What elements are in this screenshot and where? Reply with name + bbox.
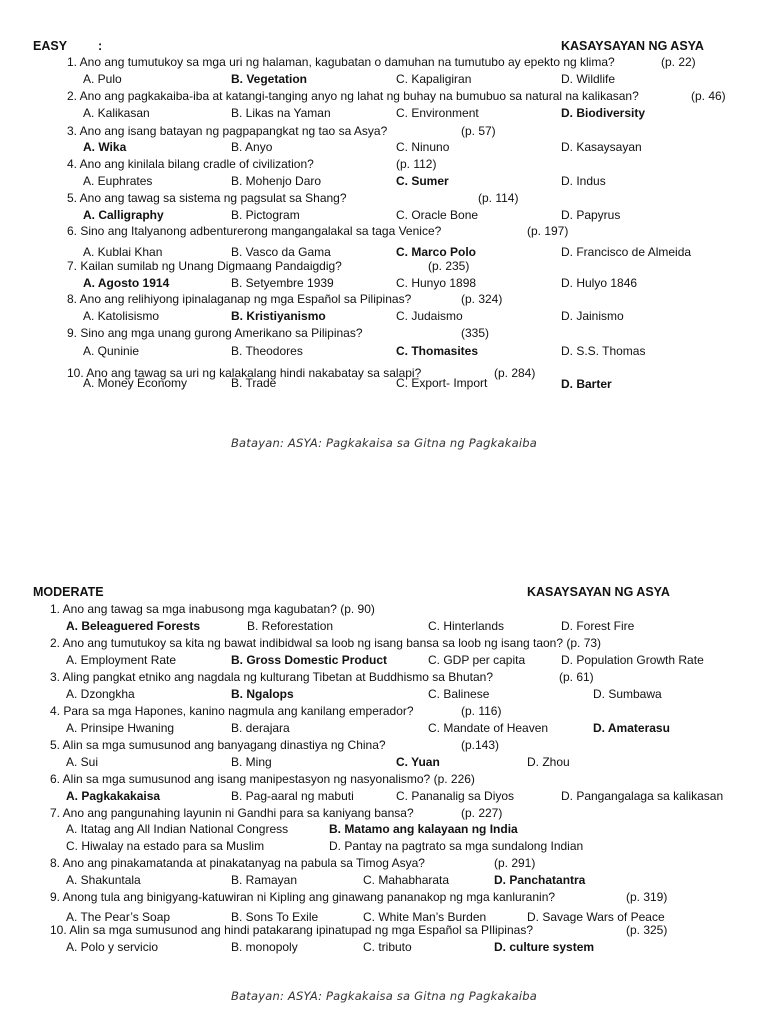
choice-c: C. Hiwalay na estado para sa Muslim bbox=[66, 839, 265, 853]
question-text: 9. Sino ang mga unang gurong Amerikano sa Pilipinas? bbox=[67, 326, 363, 340]
choice-a: A. Money Economy bbox=[83, 376, 188, 390]
question-text: 9. Anong tula ang binigyang-katuwiran ni Kipling ang ginawang pananakop ng mga kanluranin? bbox=[50, 890, 556, 904]
choice-c: C. Hunyo 1898 bbox=[396, 276, 477, 290]
choice-c: C. Environment bbox=[396, 106, 479, 120]
choice-c: C. White Man’s Burden bbox=[363, 910, 487, 924]
question-text: 2. Ano ang pagkakaiba-iba at katangi-tanging anyo ng lahat ng buhay na bumubuo sa natural na kalikasan? bbox=[67, 89, 639, 103]
choice-b: B. monopoly bbox=[231, 940, 298, 954]
choice-a-answer: A. Agosto 1914 bbox=[83, 276, 170, 290]
choice-c: C. Balinese bbox=[428, 687, 490, 701]
choice-c-answer: C. Thomasites bbox=[396, 344, 479, 358]
question-text: 8. Ano ang relihiyong ipinalaganap ng mga Español sa Pilipinas? bbox=[67, 292, 412, 306]
reference-footer: Batayan: ASYA: Pagkakaisa sa Gitna ng Pagkakaiba bbox=[230, 436, 538, 450]
page-reference: (p.143) bbox=[461, 738, 500, 752]
choice-c: C. Pananalig sa Diyos bbox=[396, 789, 515, 803]
choice-b: B. Sons To Exile bbox=[231, 910, 319, 924]
question-text: 1. Ano ang tumutukoy sa mga uri ng halaman, kagubatan o damuhan na tumutubo ay epekto ng klima? bbox=[67, 55, 615, 69]
choice-c: C. Kapaligiran bbox=[396, 72, 472, 86]
choice-d: D. Zhou bbox=[527, 755, 570, 769]
question-text: 5. Ano ang tawag sa sistema ng pagsulat sa Shang? bbox=[67, 191, 347, 205]
page-reference: (p. 116) bbox=[461, 704, 502, 718]
question-text: 6. Sino ang Italyanong adbenturerong mangangalakal sa taga Venice? bbox=[67, 224, 442, 238]
page-reference: (p. 61) bbox=[559, 670, 594, 684]
section-label: EASY bbox=[33, 39, 68, 53]
choice-b-answer: B. Ngalops bbox=[231, 687, 294, 701]
page-reference: (p. 227) bbox=[461, 806, 503, 820]
choice-c: C. Oracle Bone bbox=[396, 208, 479, 222]
choice-a: A. Katolisismo bbox=[83, 309, 160, 323]
page-reference: (p. 46) bbox=[691, 89, 726, 103]
choice-d-answer: D. Biodiversity bbox=[561, 106, 646, 120]
choice-c: C. Judaismo bbox=[396, 309, 463, 323]
choice-c: C. Ninuno bbox=[396, 140, 450, 154]
subject-heading: KASAYSAYAN NG ASYA bbox=[527, 585, 670, 599]
question-text: 3. Aling pangkat etniko ang nagdala ng kulturang Tibetan at Buddhismo sa Bhutan? bbox=[50, 670, 493, 684]
choice-d: D. Wildlife bbox=[561, 72, 616, 86]
choice-c: C. Export- Import bbox=[396, 376, 488, 390]
section-label: MODERATE bbox=[33, 585, 104, 599]
page-reference: (p. 324) bbox=[461, 292, 503, 306]
choice-a: A. Itatag ang All Indian National Congress bbox=[66, 822, 289, 836]
page-reference: (p. 291) bbox=[494, 856, 536, 870]
choice-a-answer: A. Beleaguered Forests bbox=[66, 619, 201, 633]
question-text: 4. Ano ang kinilala bilang cradle of civilization? bbox=[67, 157, 314, 171]
page-reference: (335) bbox=[461, 326, 490, 340]
choice-d: D. Pangangalaga sa kalikasan bbox=[561, 789, 724, 803]
choice-b: B. Setyembre 1939 bbox=[231, 276, 334, 290]
choice-a: A. The Pear’s Soap bbox=[66, 910, 171, 924]
choice-b: B. Anyo bbox=[231, 140, 273, 154]
choice-d: D. Papyrus bbox=[561, 208, 621, 222]
subject-heading: KASAYSAYAN NG ASYA bbox=[561, 39, 704, 53]
choice-b: B. Theodores bbox=[231, 344, 303, 358]
question-text: 7. Kailan sumilab ng Unang Digmaang Pandaigdig? bbox=[67, 259, 342, 273]
choice-b: B. Pictogram bbox=[231, 208, 300, 222]
choice-a: A. Quninie bbox=[83, 344, 140, 358]
choice-c: C. GDP per capita bbox=[428, 653, 526, 667]
choice-b-answer: B. Gross Domestic Product bbox=[231, 653, 388, 667]
section-colon: : bbox=[98, 39, 103, 53]
choice-d: D. Hulyo 1846 bbox=[561, 276, 638, 290]
choice-c-answer: C. Sumer bbox=[396, 174, 449, 188]
choice-b: B. derajara bbox=[231, 721, 290, 735]
choice-b: B. Reforestation bbox=[247, 619, 334, 633]
choice-b: B. Vasco da Gama bbox=[231, 245, 331, 259]
choice-d: D. Indus bbox=[561, 174, 606, 188]
choice-a: A. Pulo bbox=[83, 72, 122, 86]
choice-d: D. Savage Wars of Peace bbox=[527, 910, 665, 924]
choice-a: A. Employment Rate bbox=[66, 653, 177, 667]
choice-d: D. Kasaysayan bbox=[561, 140, 642, 154]
choice-a: A. Shakuntala bbox=[66, 873, 141, 887]
choice-c-answer: C. Marco Polo bbox=[396, 245, 477, 259]
page-reference: (p. 22) bbox=[661, 55, 696, 69]
choice-d: D. Pantay na pagtrato sa mga sundalong Indian bbox=[329, 839, 584, 853]
page-reference: (p. 325) bbox=[626, 923, 668, 937]
choice-d: D. Population Growth Rate bbox=[561, 653, 704, 667]
choice-a: A. Sui bbox=[66, 755, 99, 769]
choice-b: B. Ming bbox=[231, 755, 272, 769]
choice-a: A. Kublai Khan bbox=[83, 245, 163, 259]
reference-footer: Batayan: ASYA: Pagkakaisa sa Gitna ng Pagkakaiba bbox=[230, 989, 538, 1003]
choice-b: B. Ramayan bbox=[231, 873, 298, 887]
choice-a: A. Euphrates bbox=[83, 174, 153, 188]
page-reference: (p. 112) bbox=[396, 157, 437, 171]
page-reference: (p. 114) bbox=[478, 191, 519, 205]
choice-b-answer: B. Vegetation bbox=[231, 72, 308, 86]
question-text: 10. Ano ang tawag sa uri ng kalakalang hindi nakabatay sa salapi? bbox=[67, 366, 422, 380]
question-text: 3. Ano ang isang batayan ng pagpapangkat ng tao sa Asya? bbox=[67, 124, 388, 138]
choice-a: A. Kalikasan bbox=[83, 106, 150, 120]
question-text: 7. Ano ang pangunahing layunin ni Gandhi para sa kaniyang bansa? bbox=[50, 806, 414, 820]
choice-a: A. Prinsipe Hwaning bbox=[66, 721, 175, 735]
choice-d: D. Sumbawa bbox=[593, 687, 662, 701]
choice-c-answer: C. Yuan bbox=[396, 755, 440, 769]
choice-c: C. Mahabharata bbox=[363, 873, 450, 887]
choice-d: D. S.S. Thomas bbox=[561, 344, 646, 358]
question-text: 5. Alin sa mga sumusunod ang banyagang dinastiya ng China? bbox=[50, 738, 386, 752]
choice-b-answer: B. Matamo ang kalayaan ng India bbox=[329, 822, 518, 836]
choice-a-answer: A. Pagkakakaisa bbox=[66, 789, 161, 803]
question-text: 4. Para sa mga Hapones, kanino nagmula ang kanilang emperador? bbox=[50, 704, 414, 718]
choice-d-answer: D. Amaterasu bbox=[593, 721, 670, 735]
page-reference: (p. 235) bbox=[428, 259, 470, 273]
page-reference: (p. 319) bbox=[626, 890, 668, 904]
question-text: 2. Ano ang tumutukoy sa kita ng bawat indibidwal sa loob ng isang bansa sa loob ng isang taon? (p. 73) bbox=[50, 636, 602, 650]
choice-c: C. Hinterlands bbox=[428, 619, 505, 633]
question-text: 1. Ano ang tawag sa mga inabusong mga kagubatan? (p. 90) bbox=[50, 602, 375, 616]
choice-d: D. Forest Fire bbox=[561, 619, 635, 633]
choice-b-answer: B. Kristiyanismo bbox=[231, 309, 326, 323]
page-reference: (p. 284) bbox=[494, 366, 536, 380]
choice-c: C. Mandate of Heaven bbox=[428, 721, 549, 735]
page-reference: (p. 57) bbox=[461, 124, 496, 138]
question-text: 6. Alin sa mga sumusunod ang isang manipestasyon ng nasyonalismo? (p. 226) bbox=[50, 772, 475, 786]
choice-b: B. Likas na Yaman bbox=[231, 106, 331, 120]
choice-c: C. tributo bbox=[363, 940, 412, 954]
choice-d: D. Jainismo bbox=[561, 309, 624, 323]
choice-a: A. Dzongkha bbox=[66, 687, 135, 701]
choice-a-answer: A. Wika bbox=[83, 140, 127, 154]
choice-a-answer: A. Calligraphy bbox=[83, 208, 164, 222]
question-text: 8. Ano ang pinakamatanda at pinakatanyag na pabula sa Timog Asya? bbox=[50, 856, 425, 870]
page-reference: (p. 197) bbox=[527, 224, 569, 238]
choice-b: B. Pag-aaral ng mabuti bbox=[231, 789, 354, 803]
choice-d-answer: D. Barter bbox=[561, 377, 612, 391]
choice-a: A. Polo y servicio bbox=[66, 940, 159, 954]
choice-b: B. Trade bbox=[231, 376, 277, 390]
choice-d-answer: D. culture system bbox=[494, 940, 595, 954]
choice-b: B. Mohenjo Daro bbox=[231, 174, 322, 188]
choice-d: D. Francisco de Almeida bbox=[561, 245, 692, 259]
question-text: 10. Alin sa mga sumusunod ang hindi patakarang ipinatupad ng mga Español sa PIlipinas? bbox=[50, 923, 533, 937]
choice-d-answer: D. Panchatantra bbox=[494, 873, 586, 887]
